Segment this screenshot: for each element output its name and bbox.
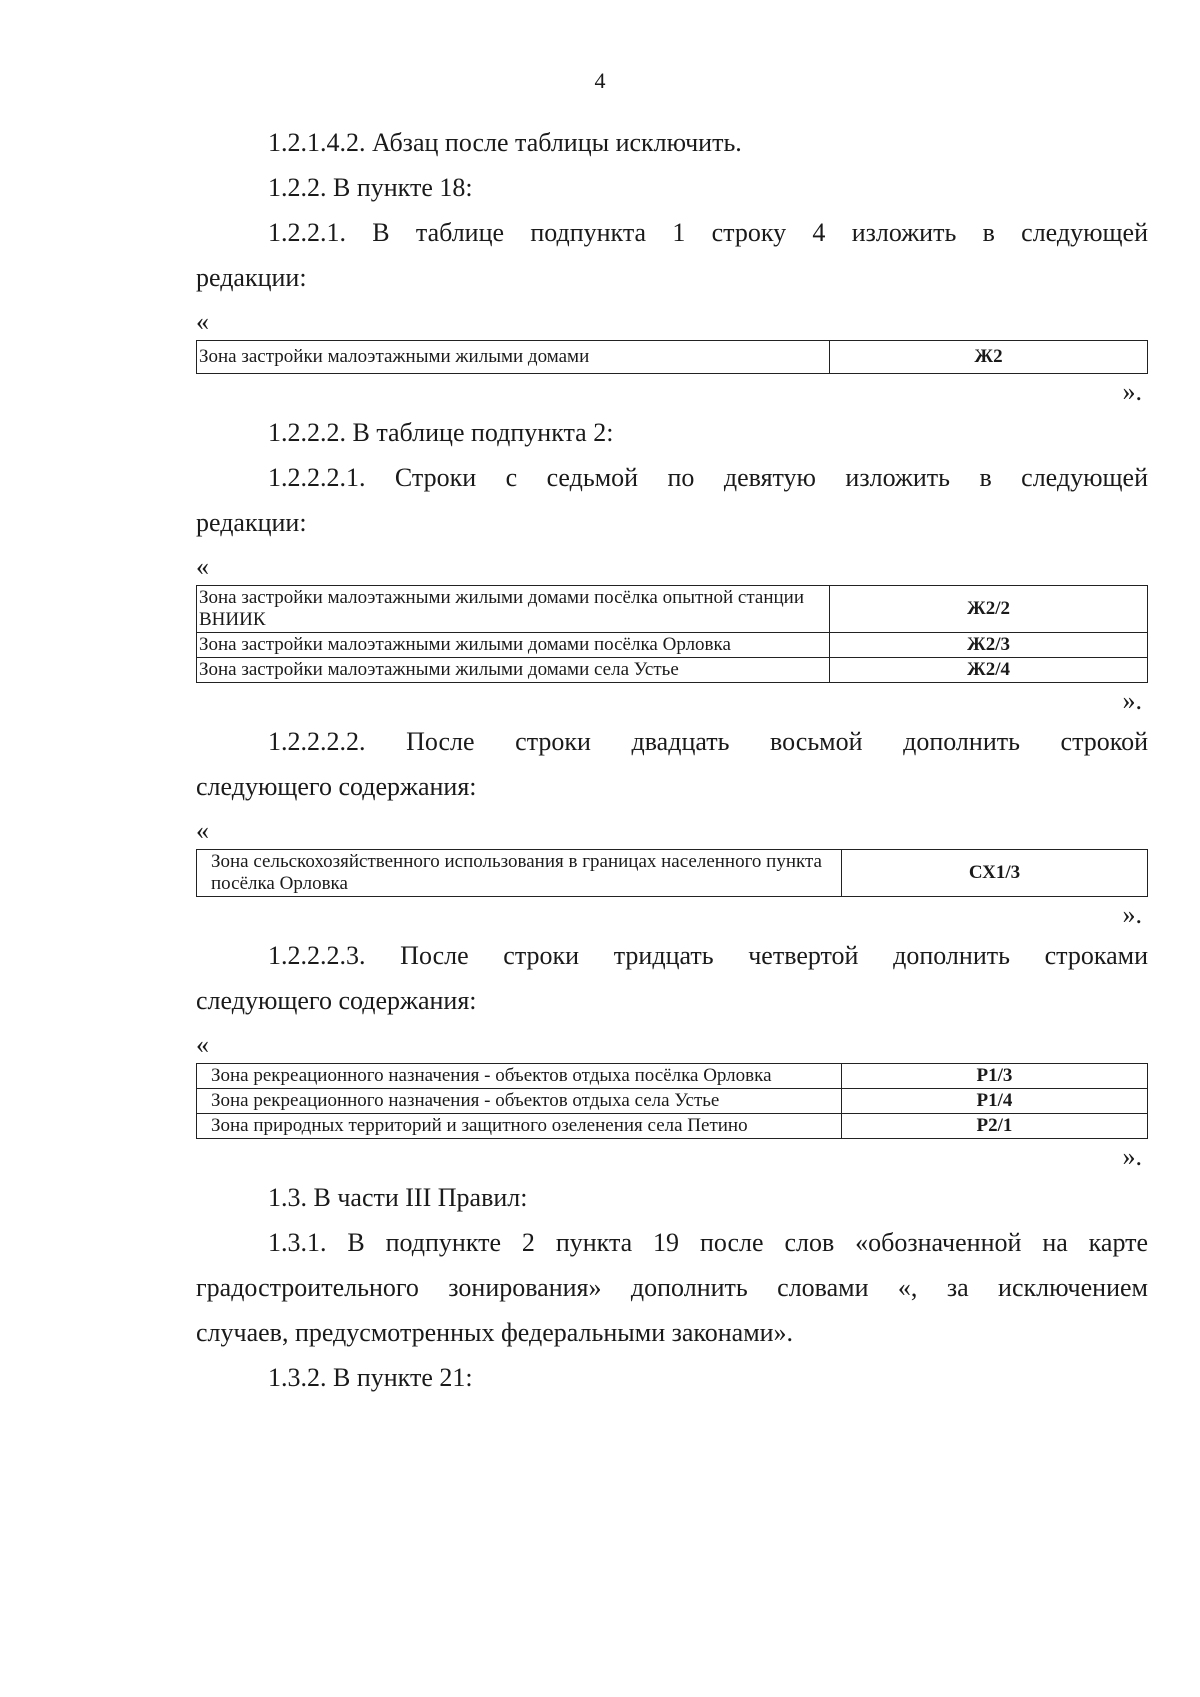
zone-name-cell: Зона застройки малоэтажными жилыми домами посёлка опытной станции ВНИИК <box>197 586 830 633</box>
paragraph-1-2-2-2-1: 1.2.2.2.1. Строки с седьмой по девятую изложить в следующей <box>268 463 1148 492</box>
paragraph-1-3-2: 1.3.2. В пункте 21: <box>268 1363 473 1392</box>
table-row <box>197 658 1148 683</box>
zone-code-cell: Ж2/3 <box>830 633 1148 658</box>
zone-name-cell: Зона сельскохозяйственного использования в границах населенного пункта посёлка Орловка <box>197 850 842 897</box>
table-row <box>197 850 1148 897</box>
paragraph-1-2-2-2-3: 1.2.2.2.3. После строки тридцать четвертой дополнить строками <box>268 941 1148 970</box>
zone-code-cell: Р1/4 <box>842 1089 1148 1114</box>
zone-table-3 <box>196 849 1148 897</box>
zone-name-cell: Зона природных территорий и защитного озеленения села Петино <box>197 1114 842 1139</box>
paragraph-1-2-2-2-3-cont: следующего содержания: <box>196 986 477 1015</box>
table-row <box>197 1064 1148 1089</box>
paragraph-1-2-1-4-2: 1.2.1.4.2. Абзац после таблицы исключить. <box>268 128 742 157</box>
zone-table-2 <box>196 585 1148 683</box>
zone-code-cell: Ж2 <box>830 341 1148 374</box>
quote-close: ». <box>1122 900 1142 929</box>
zone-name-cell: Зона застройки малоэтажными жилыми домами посёлка Орловка <box>197 633 830 658</box>
paragraph-1-2-2-1-cont: редакции: <box>196 263 307 292</box>
zone-table-4 <box>196 1063 1148 1139</box>
document-body <box>196 120 1148 1400</box>
zone-name-cell: Зона рекреационного назначения - объектов отдыха посёлка Орловка <box>197 1064 842 1089</box>
zone-table-1 <box>196 340 1148 374</box>
paragraph-1-2-2-2-1-cont: редакции: <box>196 508 307 537</box>
zone-code-cell: СХ1/3 <box>842 850 1148 897</box>
quote-close: ». <box>1122 686 1142 715</box>
paragraph-1-2-2: 1.2.2. В пункте 18: <box>268 173 473 202</box>
quote-close: ». <box>1122 1142 1142 1171</box>
quote-close: ». <box>1122 377 1142 406</box>
paragraph-1-2-2-1: 1.2.2.1. В таблице подпункта 1 строку 4 изложить в следующей <box>268 218 1148 247</box>
paragraph-1-3-1-cont2: случаев, предусмотренных федеральными законами». <box>196 1318 794 1347</box>
zone-code-cell: Ж2/2 <box>830 586 1148 633</box>
paragraph-1-2-2-2-2: 1.2.2.2.2. После строки двадцать восьмой дополнить строкой <box>268 727 1148 756</box>
zone-code-cell: Р1/3 <box>842 1064 1148 1089</box>
zone-code-cell: Р2/1 <box>842 1114 1148 1139</box>
paragraph-1-2-2-2-2-cont: следующего содержания: <box>196 772 477 801</box>
table-row <box>197 586 1148 633</box>
table-row <box>197 633 1148 658</box>
paragraph-1-3: 1.3. В части III Правил: <box>268 1183 528 1212</box>
paragraph-1-3-1-cont: градостроительного зонирования» дополнить словами «, за исключением <box>196 1273 1148 1302</box>
table-row <box>197 1089 1148 1114</box>
zone-code-cell: Ж2/4 <box>830 658 1148 683</box>
zone-name-cell: Зона застройки малоэтажными жилыми домами села Устье <box>197 658 830 683</box>
zone-name-cell: Зона застройки малоэтажными жилыми домами <box>197 341 830 374</box>
paragraph-1-3-1: 1.3.1. В подпункте 2 пункта 19 после слов «обозначенной на карте <box>268 1228 1148 1257</box>
paragraph-1-2-2-2: 1.2.2.2. В таблице подпункта 2: <box>268 418 614 447</box>
quote-open: « <box>196 552 209 581</box>
page-number: 4 <box>594 68 606 93</box>
zone-name-cell: Зона рекреационного назначения - объектов отдыха села Устье <box>197 1089 842 1114</box>
table-row <box>197 341 1148 374</box>
quote-open: « <box>196 1030 209 1059</box>
quote-open: « <box>196 816 209 845</box>
quote-open: « <box>196 307 209 336</box>
table-row <box>197 1114 1148 1139</box>
